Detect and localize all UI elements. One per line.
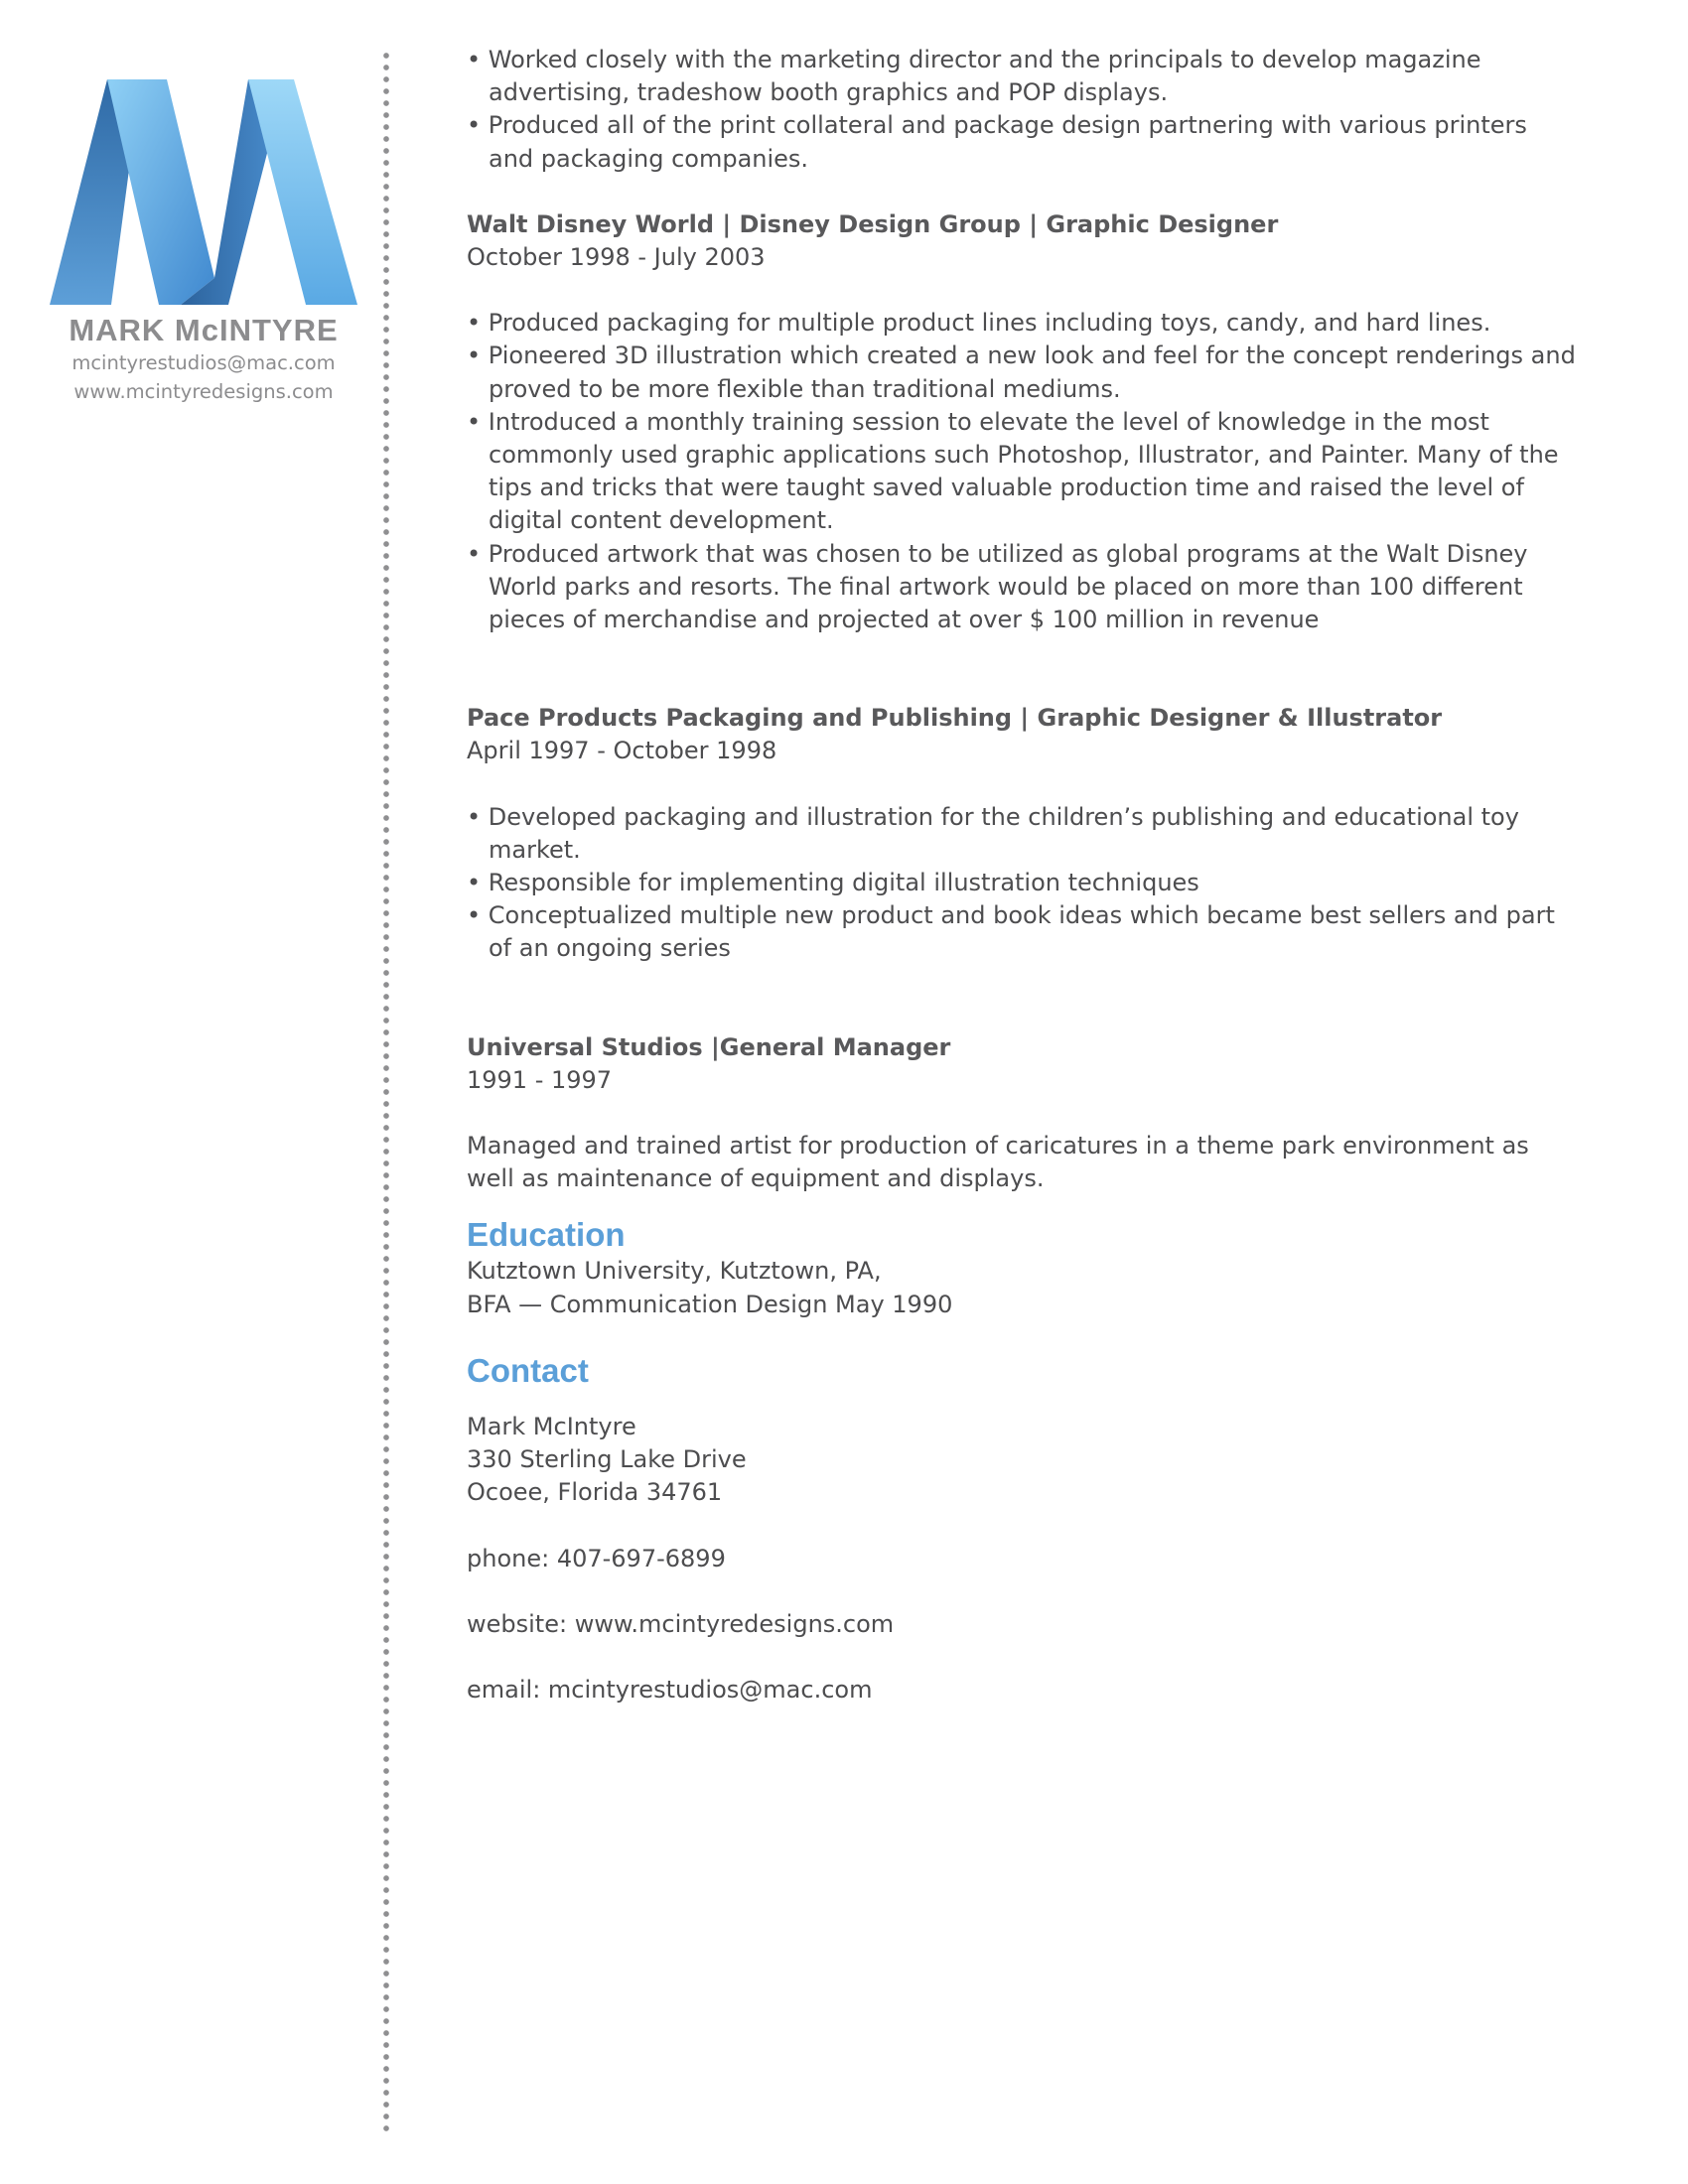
job-dates: October 1998 - July 2003 bbox=[467, 243, 766, 272]
contact-section bbox=[467, 1351, 1579, 1706]
job-title: Walt Disney World | Disney Design Group | Graphic Designer bbox=[467, 209, 1279, 238]
contact-street: 330 Sterling Lake Drive bbox=[467, 1445, 747, 1474]
intro-bullets bbox=[467, 44, 1579, 176]
list-item: • Worked closely with the marketing director and the principals to develop magazine advertising, tradeshow booth graphics and POP displays. bbox=[467, 46, 1481, 107]
job-universal bbox=[467, 1031, 1579, 1196]
list-item: • Introduced a monthly training session to elevate the level of knowledge in the most commonly used graphic applications such Photoshop, Illustrator, and Painter. Many of the tips and tricks that were taught saved valuable production time and raised the level of digital content development. bbox=[467, 407, 1559, 535]
education-degree: BFA — Communication Design May 1990 bbox=[467, 1290, 953, 1318]
education-section bbox=[467, 1215, 1579, 1320]
profile-email[interactable]: mcintyrestudios@mac.com bbox=[71, 351, 336, 374]
job-pace bbox=[467, 702, 1579, 965]
list-item: • Produced artwork that was chosen to be utilized as global programs at the Walt Disney World parks and resorts. The final artwork would be placed on more than 100 different pieces of merchandise and projected at over $ 100 million in revenue bbox=[467, 539, 1528, 634]
contact-website[interactable]: website: www.mcintyredesigns.com bbox=[467, 1609, 895, 1638]
education-heading: Education bbox=[467, 1216, 626, 1254]
list-item: • Responsible for implementing digital illustration techniques bbox=[467, 869, 1199, 897]
contact-email[interactable]: email: mcintyrestudios@mac.com bbox=[467, 1675, 873, 1704]
job-disney bbox=[467, 208, 1579, 636]
list-item: • Produced packaging for multiple product lines including toys, candy, and hard lines. bbox=[467, 309, 1491, 338]
job-title: Universal Studios |General Manager bbox=[467, 1032, 951, 1061]
profile-name: MARK McINTYRE bbox=[69, 313, 339, 347]
resume-main bbox=[467, 44, 1579, 1706]
contact-heading: Contact bbox=[467, 1351, 589, 1389]
m-logo-icon bbox=[50, 69, 357, 305]
list-item: • Developed packaging and illustration for the children’s publishing and educational toy market. bbox=[467, 802, 1519, 864]
job-description: Managed and trained artist for production of caricatures in a theme park environment as well as maintenance of equipment and displays. bbox=[467, 1132, 1529, 1193]
job-title: Pace Products Packaging and Publishing | Graphic Designer & Illustrator bbox=[467, 704, 1443, 733]
contact-phone[interactable]: phone: 407-697-6899 bbox=[467, 1544, 726, 1572]
list-item: • Pioneered 3D illustration which created a new look and feel for the concept renderings and proved to be more flexible than traditional mediums. bbox=[467, 341, 1576, 403]
contact-city: Ocoee, Florida 34761 bbox=[467, 1478, 723, 1507]
contact-name: Mark McIntyre bbox=[467, 1412, 636, 1440]
profile-sidebar bbox=[40, 69, 367, 406]
profile-website[interactable]: www.mcintyredesigns.com bbox=[73, 380, 334, 403]
dotted-divider bbox=[382, 50, 390, 2132]
list-item: • Produced all of the print collateral and package design partnering with various printers and packaging companies. bbox=[467, 111, 1527, 173]
list-item: • Conceptualized multiple new product and book ideas which became best sellers and part of an ongoing series bbox=[467, 901, 1555, 963]
job-dates: 1991 - 1997 bbox=[467, 1065, 613, 1094]
job-dates: April 1997 - October 1998 bbox=[467, 737, 777, 765]
education-school: Kutztown University, Kutztown, PA, bbox=[467, 1257, 882, 1286]
